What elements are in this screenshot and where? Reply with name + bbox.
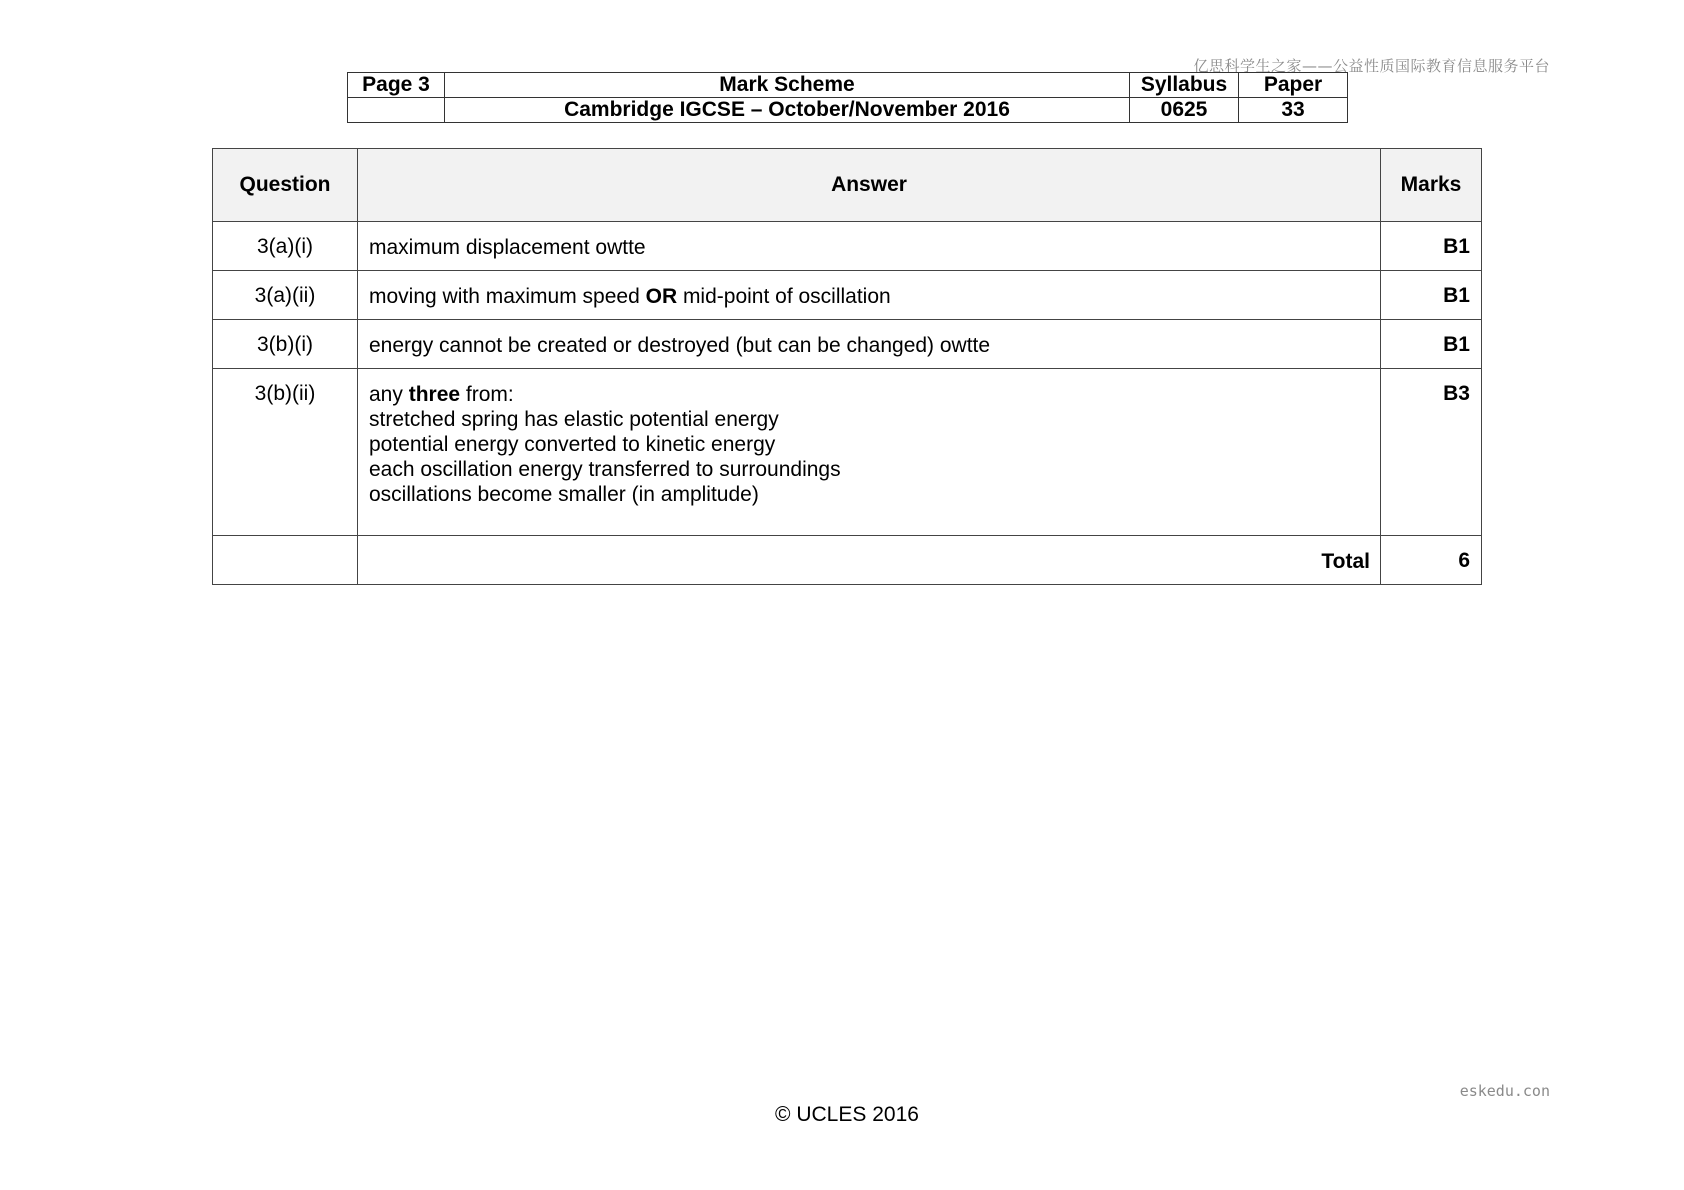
- table-row: [213, 222, 1482, 271]
- answer-line: [369, 382, 1370, 407]
- total-row: [213, 536, 1482, 585]
- mark-scheme-table: [212, 148, 1482, 585]
- marks-cell: B1: [1381, 222, 1482, 271]
- question-cell: 3(b)(i): [213, 320, 358, 369]
- watermark-bottom: eskedu.con: [1459, 1082, 1550, 1100]
- header-paper-value: 33: [1239, 98, 1348, 123]
- header-title: Mark Scheme: [445, 73, 1130, 98]
- table-row: [213, 271, 1482, 320]
- answer-cell: [358, 369, 1381, 536]
- answer-line: each oscillation energy transferred to surroundings: [369, 458, 841, 481]
- answer-emphasis: three: [408, 383, 461, 406]
- answer-cell: energy cannot be created or destroyed (but can be changed) owtte: [358, 320, 1381, 369]
- question-cell: 3(b)(ii): [213, 369, 358, 536]
- column-header-answer: Answer: [358, 149, 1381, 222]
- marks-cell: B3: [1381, 369, 1482, 536]
- table-row: [213, 369, 1482, 536]
- header-syllabus-label: Syllabus: [1130, 73, 1239, 98]
- total-empty-cell: [213, 536, 358, 585]
- header-page-empty: [348, 98, 445, 123]
- copyright-footer: © UCLES 2016: [775, 1103, 919, 1126]
- column-header-question: Question: [213, 149, 358, 222]
- header-syllabus-value: 0625: [1130, 98, 1239, 123]
- total-label: Total: [358, 536, 1381, 585]
- marks-cell: B1: [1381, 320, 1482, 369]
- total-value: 6: [1381, 536, 1482, 585]
- document-header: [347, 72, 1348, 123]
- answer-text: from:: [460, 383, 514, 406]
- answer-cell: [358, 271, 1381, 320]
- answer-text: moving with maximum speed: [369, 285, 646, 308]
- header-subtitle: Cambridge IGCSE – October/November 2016: [445, 98, 1130, 123]
- column-header-marks: Marks: [1381, 149, 1482, 222]
- answer-line: potential energy converted to kinetic energy: [369, 433, 776, 456]
- watermark-top: 亿思科学生之家——公益性质国际教育信息服务平台: [1193, 57, 1550, 75]
- answer-text: any: [369, 383, 409, 406]
- answer-emphasis: OR: [645, 285, 678, 308]
- question-cell: 3(a)(ii): [213, 271, 358, 320]
- question-cell: 3(a)(i): [213, 222, 358, 271]
- answer-cell: maximum displacement owtte: [358, 222, 1381, 271]
- answer-line: stretched spring has elastic potential energy: [369, 408, 779, 431]
- header-paper-label: Paper: [1239, 73, 1348, 98]
- answer-line: oscillations become smaller (in amplitude): [369, 483, 759, 506]
- marks-cell: B1: [1381, 271, 1482, 320]
- table-row: [213, 320, 1482, 369]
- header-page: Page 3: [348, 73, 445, 98]
- answer-text: mid-point of oscillation: [677, 285, 891, 308]
